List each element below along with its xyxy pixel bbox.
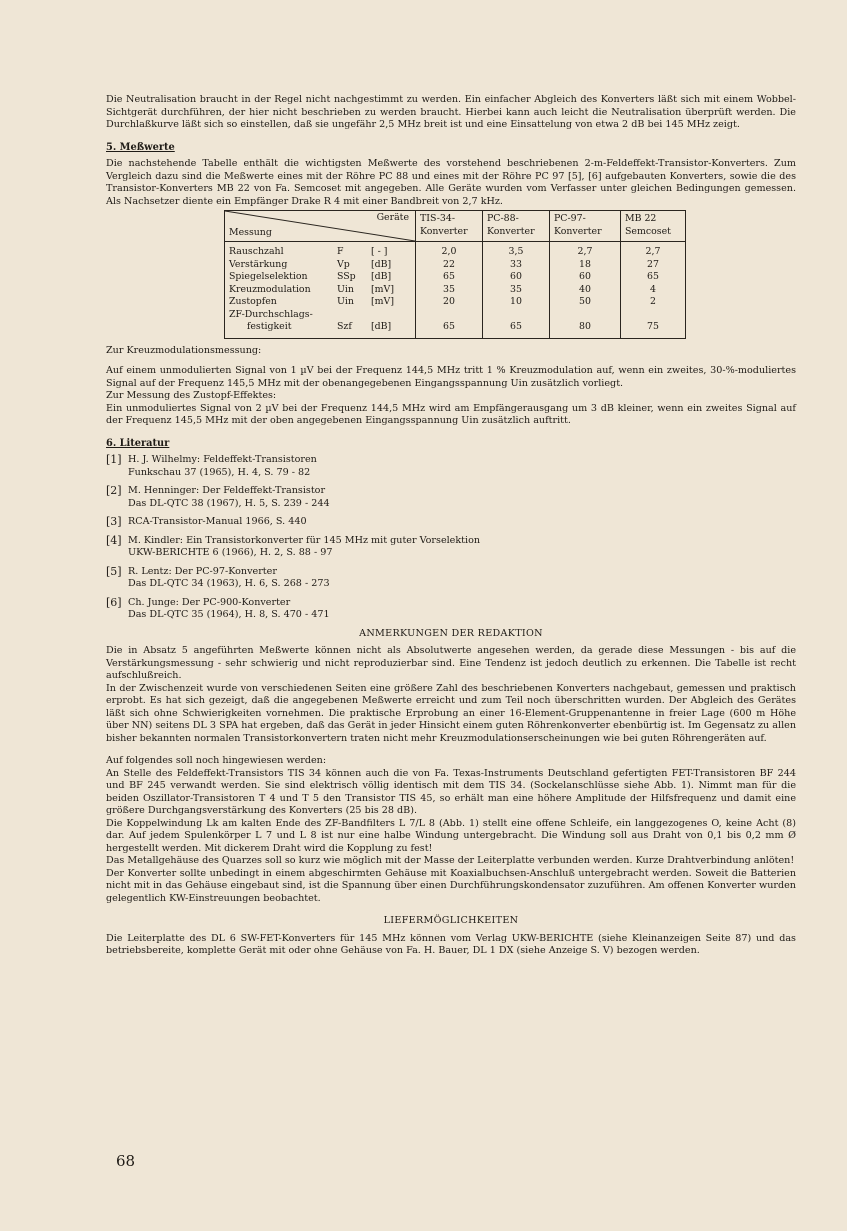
- row-name: Spiegelselektion: [229, 271, 308, 282]
- table-column-header: PC-88- Konverter: [483, 211, 550, 242]
- redaktion-note-koppelwindung: Die Koppelwindung Lk am kalten Ende des ZF-Bandfilters L 7/L 8 (Abb. 1) stellt eine offene Schleife, ein langgezogenes O, keine Acht (8) dar. Auf jedem Spulenkörper L 7 und L 8 ist nur eine halbe Windung untergebracht. Die Windung soll aus Draht von 0,1 bis 0,2 mm Ø hergestellt werden. Mit dickerem Draht wird die Kopplung zu fest!: [106, 817, 796, 854]
- table-cell: 65: [647, 271, 659, 282]
- zustopf-heading: Zur Messung des Zustopf-Effektes:: [106, 390, 277, 401]
- reference-text: [128, 516, 307, 529]
- zustopf-text: Ein unmoduliertes Signal von 2 µV bei der Frequenz 144,5 MHz wird am Empfängerausgang um 3 dB kleiner, wenn ein zweites Signal auf der Frequenz 145,5 MHz mit der oben angegebenen Eingangsspannung Uin zusätzlich auftritt.: [106, 402, 796, 426]
- table-row: [229, 271, 411, 284]
- list-item: [106, 597, 796, 622]
- reference-list: [106, 454, 796, 622]
- row-unit: [mV]: [371, 296, 394, 307]
- redaktion-heading: ANMERKUNGEN DER REDAKTION: [359, 627, 543, 639]
- table-cell: 75: [647, 321, 659, 332]
- measurement-names-cell: [225, 242, 416, 339]
- reference-line: Ch. Junge: Der PC-900-Konverter: [128, 596, 291, 608]
- reference-line: Das DL-QTC 35 (1964), H. 8, S. 470 - 471: [128, 609, 330, 620]
- table-cell: 60: [579, 271, 591, 282]
- table-cell: 2: [650, 296, 656, 307]
- table-header-row: [225, 211, 686, 242]
- values-column-tis34: [416, 242, 483, 339]
- measurements-table: [224, 210, 686, 339]
- row-symbol: Uin: [337, 283, 354, 295]
- reference-text: [128, 535, 480, 560]
- table-cell: 80: [579, 321, 591, 332]
- page-number: 68: [116, 1152, 136, 1170]
- table-row: [229, 246, 411, 259]
- table-cell: 3,5: [508, 246, 524, 257]
- corner-label-geraete: Geräte: [376, 212, 409, 223]
- liefer-text: Die Leiterplatte des DL 6 SW-FET-Konverters für 145 MHz können vom Verlag UKW-BERICHTE (siehe Kleinanzeigen Seite 87) und das betriebsbereite, komplette Gerät mit oder ohne Gehäuse von Fa. H. Bauer, DL 1 DX (siehe Anzeige S. V) bezogen werden.: [106, 932, 796, 956]
- reference-text: [128, 485, 330, 510]
- row-unit: [ - ]: [371, 246, 388, 257]
- row-unit: [dB]: [371, 258, 392, 270]
- table-cell: 2,7: [577, 246, 593, 257]
- row-unit: [mV]: [371, 283, 394, 295]
- table-cell: 33: [510, 258, 522, 270]
- table-cell: 60: [510, 271, 522, 282]
- row-symbol: SSp: [337, 271, 356, 282]
- table-cell: 65: [443, 321, 455, 332]
- values-column-pc97: [550, 242, 621, 339]
- reference-number: [6]: [106, 595, 122, 609]
- reference-number: [3]: [106, 515, 122, 528]
- kreuzmodulation-text: Auf einem unmodulierten Signal von 1 µV bei der Frequenz 144,5 MHz tritt 1 % Kreuzmodulation auf, wenn ein zweites, 30-%-moduliertes Signal auf der Frequenz 145,5 MHz mit der obenangegebenen Eingangsspannung Uin zusätzlich vorliegt.: [106, 365, 796, 389]
- reference-number: [4]: [106, 533, 122, 547]
- reference-line: RCA-Transistor-Manual 1966, S. 440: [128, 516, 307, 527]
- table-cell: 27: [647, 258, 659, 270]
- list-item: [106, 485, 796, 510]
- table-cell: 35: [443, 283, 455, 295]
- table-column-header: MB 22 Semcoset: [621, 211, 686, 242]
- table-corner-cell: [225, 211, 416, 242]
- table-cell: 35: [510, 283, 522, 295]
- section-6-heading: 6. Literatur: [106, 437, 170, 449]
- row-name: Rauschzahl: [229, 246, 284, 257]
- redaktion-note-fet: An Stelle des Feldeffekt-Transistors TIS 34 können auch die von Fa. Texas-Instruments Deutschland gefertigten FET-Transistoren BF 244 und BF 245 verwandt werden. Sie sind elektrisch völlig identisch mit dem TIS 34. (Sockelanschlüsse siehe Abb. 1). Nimmt man für die beiden Oszillator-Transistoren T 4 und T 5 den Transistor TIS 45, so erhält man eine höhere Amplitude der Hilfsfrequenz und damit eine größere Durchgangsverstärkung des Konverters (25 bis 28 dB).: [106, 767, 796, 816]
- list-item: [106, 454, 796, 479]
- table-cell: 10: [510, 296, 522, 307]
- row-symbol: F: [337, 246, 344, 257]
- reference-number: [1]: [106, 453, 122, 466]
- row-symbol: Vp: [337, 258, 350, 270]
- table-cell: 2,0: [441, 246, 457, 257]
- reference-line: UKW-BERICHTE 6 (1966), H. 2, S. 88 - 97: [128, 547, 333, 558]
- table-cell: 18: [579, 258, 591, 270]
- table-cell: 40: [579, 283, 591, 295]
- redaktion-note-gehaeuse: Der Konverter sollte unbedingt in einem abgeschirmten Gehäuse mit Koaxialbuchsen-Anschluß untergebracht werden. Soweit die Batterien nicht mit in das Gehäuse eingebaut sind, ist die Spannung über einen Durchführungskondensator zuzuführen. Am offenen Konverter wurden gelegentlich KW-Einstreuungen beobachtet.: [106, 867, 796, 904]
- intro-paragraph: Die Neutralisation braucht in der Regel nicht nachgestimmt zu werden. Ein einfacher Abgleich des Konverters läßt sich mit einem Wobbel-Sichtgerät durchführen, der hier nicht beschrieben zu werden braucht. Hierbei kann auch leicht die Neutralisation überprüft werden. Die Durchlaßkurve läßt sich so einstellen, daß sie ungefähr 2,5 MHz breit ist und eine Einsattelung von etwa 2 dB bei 145 MHz zeigt.: [106, 94, 796, 130]
- reference-number: [2]: [106, 484, 122, 497]
- section-5-heading: 5. Meßwerte: [106, 141, 175, 153]
- reference-line: M. Henninger: Der Feldeffekt-Transistor: [128, 485, 326, 496]
- reference-line: Das DL-QTC 34 (1963), H. 6, S. 268 - 273: [128, 578, 330, 589]
- redaktion-paragraph-1: Die in Absatz 5 angeführten Meßwerte können nicht als Absolutwerte angesehen werden, da gerade diese Messungen - bis auf die Verstärkungsmessung - sehr schwierig und nicht reproduzierbar sind. Eine Tendenz ist jedoch deutlich zu erkennen. Die Tabelle ist recht aufschlußreich.: [106, 645, 796, 681]
- section-5-text: Die nachstehende Tabelle enthält die wichtigsten Meßwerte des vorstehend beschriebenen 2-m-Feldeffekt-Transistor-Konverters. Zum Vergleich dazu sind die Meßwerte eines mit der Röhre PC 88 und eines mit der Röhre PC 97 [5], [6] aufgebauten Konverters, sowie die des Transistor-Konverters MB 22 von Fa. Semcoset mit angegeben. Alle Geräte wurden vom Verfasser unter gleichen Bedingungen gemessen. Als Nachsetzer diente ein Empfänger Drake R 4 mit einer Bandbreit von 2,7 kHz.: [106, 158, 796, 207]
- row-symbol: Szf: [337, 321, 352, 332]
- reference-text: [128, 454, 317, 479]
- reference-text: [128, 566, 330, 591]
- table-body-row: [225, 242, 686, 339]
- table-row: [229, 284, 411, 297]
- reference-line: Funkschau 37 (1965), H. 4, S. 79 - 82: [128, 466, 311, 478]
- table-cell: 65: [443, 271, 455, 282]
- redaktion-note-intro: Auf folgendes soll noch hingewiesen werden:: [106, 755, 327, 766]
- reference-line: M. Kindler: Ein Transistorkonverter für 145 MHz mit guter Vorselektion: [128, 534, 481, 546]
- reference-number: [5]: [106, 564, 122, 578]
- row-unit: [dB]: [371, 271, 392, 282]
- page-content: [106, 94, 796, 968]
- kreuzmodulation-heading: Zur Kreuzmodulationsmessung:: [106, 344, 262, 356]
- table-cell: 2,7: [645, 246, 661, 257]
- table-cell: 50: [579, 296, 591, 307]
- row-name: Verstärkung: [229, 258, 288, 270]
- table-row: [229, 259, 411, 272]
- table-column-header: PC-97- Konverter: [550, 211, 621, 242]
- corner-label-messung: Messung: [229, 226, 272, 238]
- reference-text: [128, 597, 330, 622]
- list-item: [106, 535, 796, 560]
- values-column-pc88: [483, 242, 550, 339]
- redaktion-note-quarz: Das Metallgehäuse des Quarzes soll so kurz wie möglich mit der Masse der Leiterplatte verbunden werden. Kurze Drahtverbindung anlöten!: [106, 855, 795, 866]
- table-cell: 22: [443, 258, 455, 270]
- row-name: ZF-Durchschlags- festigkeit: [229, 308, 313, 332]
- table-cell: 4: [650, 283, 656, 295]
- redaktion-paragraph-2: In der Zwischenzeit wurde von verschiedenen Seiten eine größere Zahl des beschriebenen Konverters nachgebaut, gemessen und praktisch erprobt. Es hat sich gezeigt, daß die angegebenen Meßwerte erreicht und zum Teil noch überschritten wurden. Der Abgleich des Gerätes läßt sich ohne Schwierigkeiten vornehmen. Die praktische Erprobung an einer 16-Element-Gruppenantenne in freier Lage (600 m Höhe über NN) seitens DL 3 SPA hat ergeben, daß das Gerät in jeder Hinsicht einem guten Röhrenkonverter ebenbürtig ist. Im Gegensatz zu allen bisher bekannten normalen Transistorkonvertern traten nicht mehr Kreuzmodulationserscheinungen wie bei guten Röhrengeräten auf.: [106, 682, 796, 744]
- liefer-heading: LIEFERMÖGLICHKEITEN: [383, 915, 519, 926]
- list-item: [106, 516, 796, 529]
- table-cell: 20: [443, 296, 455, 307]
- list-item: [106, 566, 796, 591]
- row-name: Zustopfen: [229, 296, 277, 307]
- row-unit: [dB]: [371, 321, 392, 332]
- values-column-mb22: [621, 242, 686, 339]
- table-row: [229, 296, 411, 309]
- table-cell: 65: [510, 321, 522, 332]
- row-symbol: Uin: [337, 296, 354, 307]
- table-column-header: TIS-34- Konverter: [416, 211, 483, 242]
- reference-line: R. Lentz: Der PC-97-Konverter: [128, 565, 277, 577]
- table-row: [229, 309, 411, 334]
- row-name: Kreuzmodulation: [229, 283, 311, 295]
- reference-line: Das DL-QTC 38 (1967), H. 5, S. 239 - 244: [128, 497, 330, 509]
- reference-line: H. J. Wilhelmy: Feldeffekt-Transistoren: [128, 454, 317, 465]
